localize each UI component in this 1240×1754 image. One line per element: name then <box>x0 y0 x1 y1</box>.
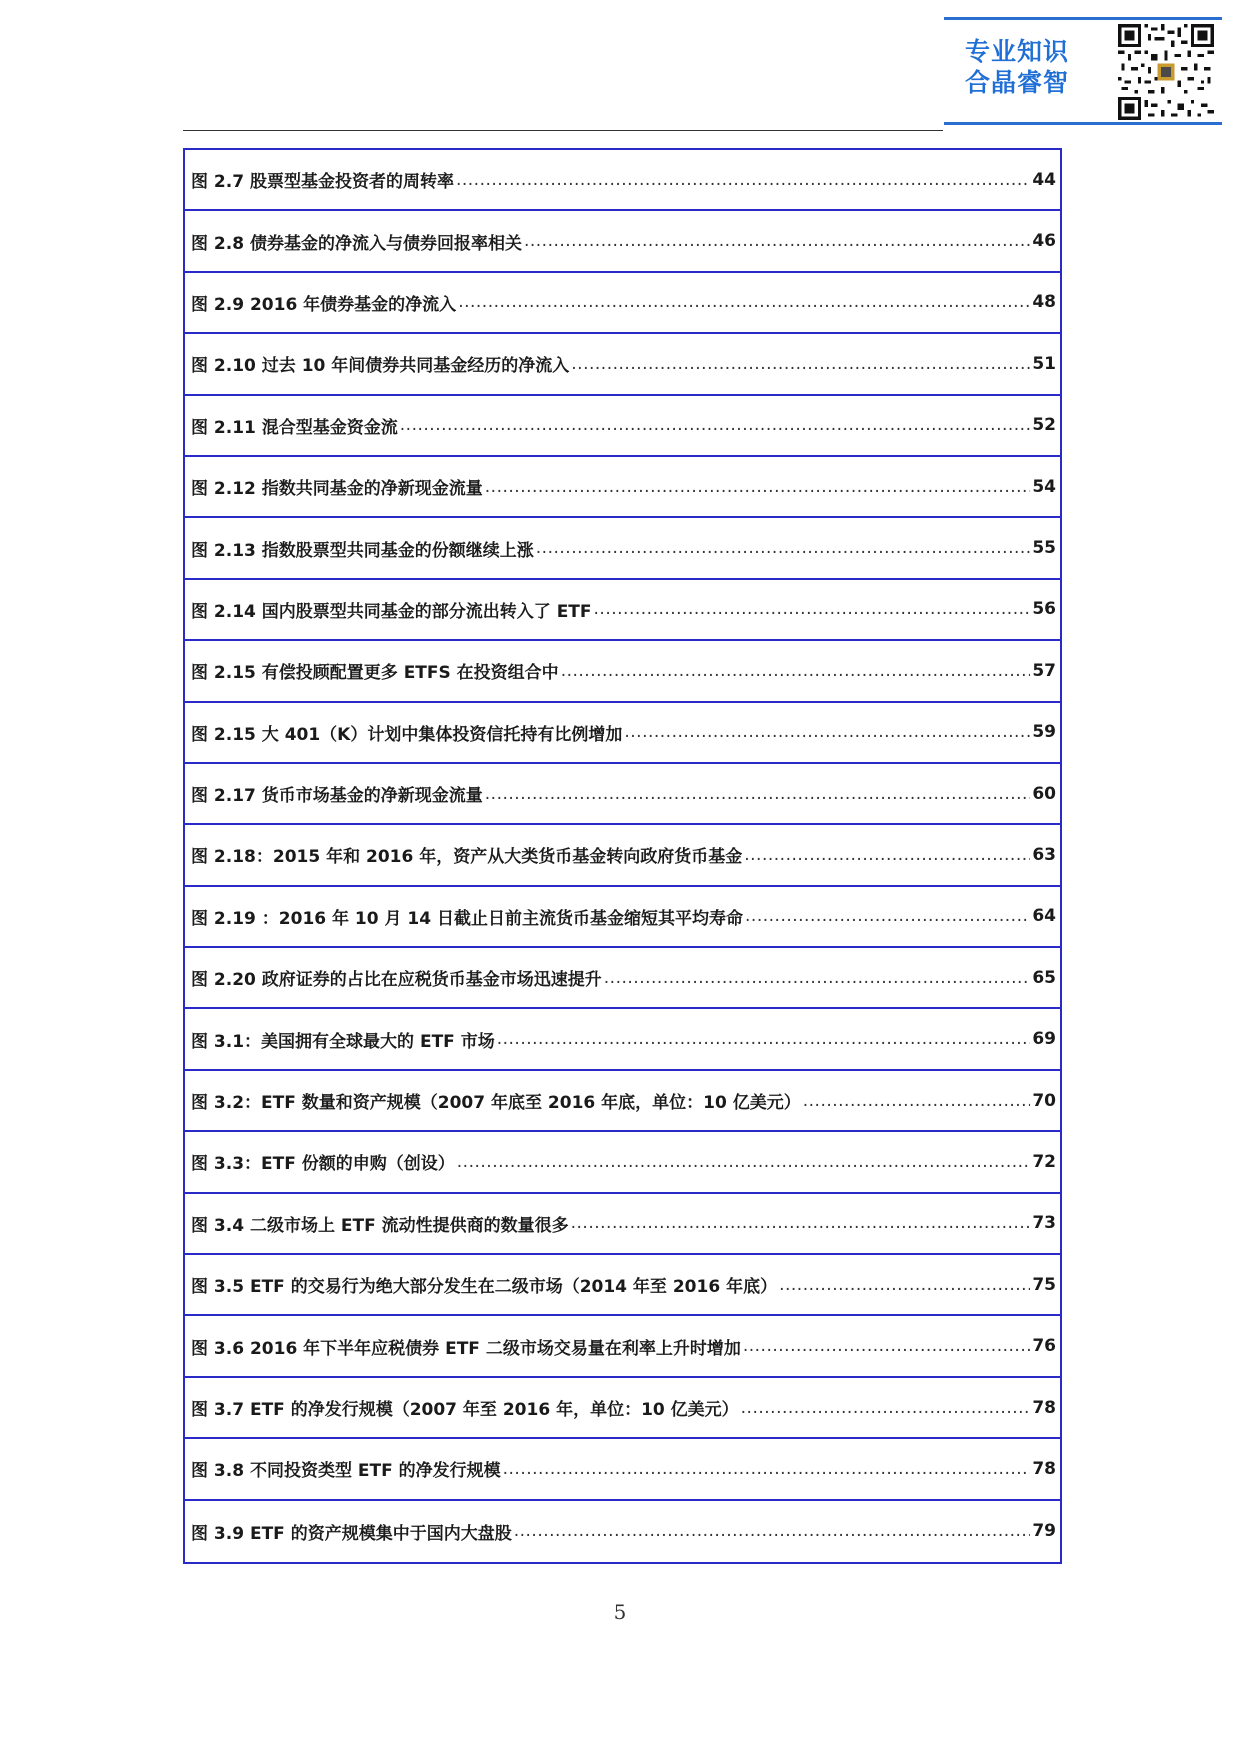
toc-entry-title: 图 2.10 过去 10 年间债券共同基金经历的净流入 <box>191 356 570 377</box>
figure-list-table <box>183 148 1062 1564</box>
toc-entry[interactable] <box>185 1071 1060 1132</box>
toc-entry-page: 64 <box>1032 906 1056 927</box>
toc-leader-dots <box>497 1029 1031 1049</box>
toc-entry[interactable] <box>185 396 1060 457</box>
toc-leader-dots <box>561 661 1031 681</box>
toc-leader-dots <box>524 231 1030 251</box>
toc-entry-page: 55 <box>1032 538 1056 559</box>
toc-entry[interactable] <box>185 641 1060 702</box>
toc-leader-dots <box>571 1213 1031 1233</box>
toc-entry-page: 75 <box>1032 1274 1056 1295</box>
brand-header <box>944 17 1222 125</box>
toc-leader-dots <box>485 784 1031 804</box>
brand-slogan <box>952 36 1082 98</box>
toc-entry-page: 78 <box>1032 1458 1056 1479</box>
brand-line-2: 合晶睿智 <box>964 68 1069 97</box>
toc-entry-page: 54 <box>1032 476 1056 497</box>
toc-entry-title: 图 2.7 股票型基金投资者的周转率 <box>191 172 454 193</box>
qr-code-icon <box>1118 24 1214 120</box>
toc-leader-dots <box>514 1521 1031 1541</box>
toc-entry-page: 72 <box>1032 1151 1056 1172</box>
toc-leader-dots <box>803 1091 1031 1111</box>
toc-entry-page: 73 <box>1032 1213 1056 1234</box>
toc-entry-title: 图 3.6 2016 年下半年应税债券 ETF 二级市场交易量在利率上升时增加 <box>191 1338 741 1359</box>
toc-entry[interactable] <box>185 518 1060 579</box>
toc-leader-dots <box>779 1275 1030 1295</box>
toc-entry-page: 63 <box>1032 844 1056 865</box>
toc-entry-title: 图 2.18：2015 年和 2016 年，资产从大类货币基金转向政府货币基金 <box>191 847 743 868</box>
toc-entry[interactable] <box>185 1439 1060 1500</box>
toc-entry[interactable] <box>185 580 1060 641</box>
toc-entry[interactable] <box>185 1194 1060 1255</box>
toc-entry-page: 65 <box>1032 967 1056 988</box>
toc-entry[interactable] <box>185 334 1060 395</box>
toc-entry[interactable] <box>185 1009 1060 1070</box>
toc-leader-dots <box>458 292 1030 312</box>
toc-entry-title: 图 2.14 国内股票型共同基金的部分流出转入了 ETF <box>191 601 592 622</box>
toc-entry-title: 图 3.3：ETF 份额的申购（创设） <box>191 1154 455 1175</box>
toc-entry-title: 图 2.8 债券基金的净流入与债券回报率相关 <box>191 233 522 254</box>
toc-entry-page: 59 <box>1032 722 1056 743</box>
toc-entry-title: 图 2.17 货币市场基金的净新现金流量 <box>191 786 483 807</box>
toc-leader-dots <box>743 1336 1030 1356</box>
toc-entry-page: 70 <box>1032 1090 1056 1111</box>
toc-leader-dots <box>400 415 1031 435</box>
toc-entry-title: 图 2.20 政府证券的占比在应税货币基金市场迅速提升 <box>191 970 602 991</box>
toc-entry-page: 78 <box>1032 1397 1056 1418</box>
toc-leader-dots <box>624 722 1030 742</box>
toc-leader-dots <box>745 906 1030 926</box>
toc-leader-dots <box>457 1152 1031 1172</box>
toc-entry-title: 图 2.15 大 401（K）计划中集体投资信托持有比例增加 <box>191 724 623 745</box>
toc-leader-dots <box>594 599 1031 619</box>
toc-entry-page: 56 <box>1032 599 1056 620</box>
toc-entry-title: 图 3.2：ETF 数量和资产规模（2007 年底至 2016 年底，单位：10 亿美元） <box>191 1093 801 1114</box>
toc-entry-page: 79 <box>1032 1521 1056 1542</box>
toc-entry-title: 图 3.8 不同投资类型 ETF 的净发行规模 <box>191 1461 501 1482</box>
toc-entry[interactable] <box>185 1316 1060 1377</box>
toc-entry-page: 60 <box>1032 783 1056 804</box>
toc-entry[interactable] <box>185 1132 1060 1193</box>
toc-entry[interactable] <box>185 457 1060 518</box>
toc-leader-dots <box>456 170 1030 190</box>
toc-leader-dots <box>744 845 1030 865</box>
toc-leader-dots <box>485 477 1031 497</box>
toc-entry-title: 图 2.13 指数股票型共同基金的份额继续上涨 <box>191 540 534 561</box>
toc-entry[interactable] <box>185 703 1060 764</box>
toc-leader-dots <box>571 354 1030 374</box>
toc-entry[interactable] <box>185 150 1060 211</box>
toc-entry-title: 图 2.9 2016 年债券基金的净流入 <box>191 294 457 315</box>
toc-entry[interactable] <box>185 825 1060 886</box>
toc-entry-title: 图 3.4 二级市场上 ETF 流动性提供商的数量很多 <box>191 1215 569 1236</box>
toc-entry[interactable] <box>185 211 1060 272</box>
toc-entry-title: 图 3.9 ETF 的资产规模集中于国内大盘股 <box>191 1523 512 1544</box>
toc-leader-dots <box>536 538 1031 558</box>
toc-entry-page: 57 <box>1032 660 1056 681</box>
toc-entry-page: 48 <box>1032 292 1056 313</box>
toc-entry-title: 图 2.12 指数共同基金的净新现金流量 <box>191 479 483 500</box>
toc-leader-dots <box>503 1459 1031 1479</box>
toc-entry-page: 44 <box>1032 169 1056 190</box>
toc-entry-page: 69 <box>1032 1029 1056 1050</box>
toc-leader-dots <box>741 1398 1031 1418</box>
toc-entry[interactable] <box>185 764 1060 825</box>
toc-leader-dots <box>604 968 1031 988</box>
toc-entry-title: 图 3.5 ETF 的交易行为绝大部分发生在二级市场（2014 年至 2016 年底） <box>191 1277 778 1298</box>
toc-entry[interactable] <box>185 1255 1060 1316</box>
page-number: 5 <box>613 1600 627 1624</box>
toc-entry-page: 51 <box>1032 353 1056 374</box>
toc-entry-title: 图 3.7 ETF 的净发行规模（2007 年至 2016 年，单位：10 亿美元） <box>191 1400 739 1420</box>
header-divider <box>183 130 943 131</box>
toc-entry-title: 图 2.15 有偿投顾配置更多 ETFS 在投资组合中 <box>191 663 559 684</box>
toc-entry[interactable] <box>185 1378 1060 1439</box>
toc-entry[interactable] <box>185 273 1060 334</box>
toc-entry-title: 图 3.1：美国拥有全球最大的 ETF 市场 <box>191 1031 495 1052</box>
toc-entry[interactable] <box>185 948 1060 1009</box>
brand-line-1: 专业知识 <box>964 37 1069 66</box>
toc-entry-title: 图 2.11 混合型基金资金流 <box>191 417 398 438</box>
toc-entry[interactable] <box>185 887 1060 948</box>
toc-entry-page: 46 <box>1032 231 1056 252</box>
toc-entry-page: 76 <box>1032 1336 1056 1357</box>
toc-entry-page: 52 <box>1032 415 1056 436</box>
toc-entry[interactable] <box>185 1501 1060 1562</box>
toc-entry-title: 图 2.19 ：2016 年 10 月 14 日截止日前主流货币基金缩短其平均寿命 <box>191 908 744 929</box>
